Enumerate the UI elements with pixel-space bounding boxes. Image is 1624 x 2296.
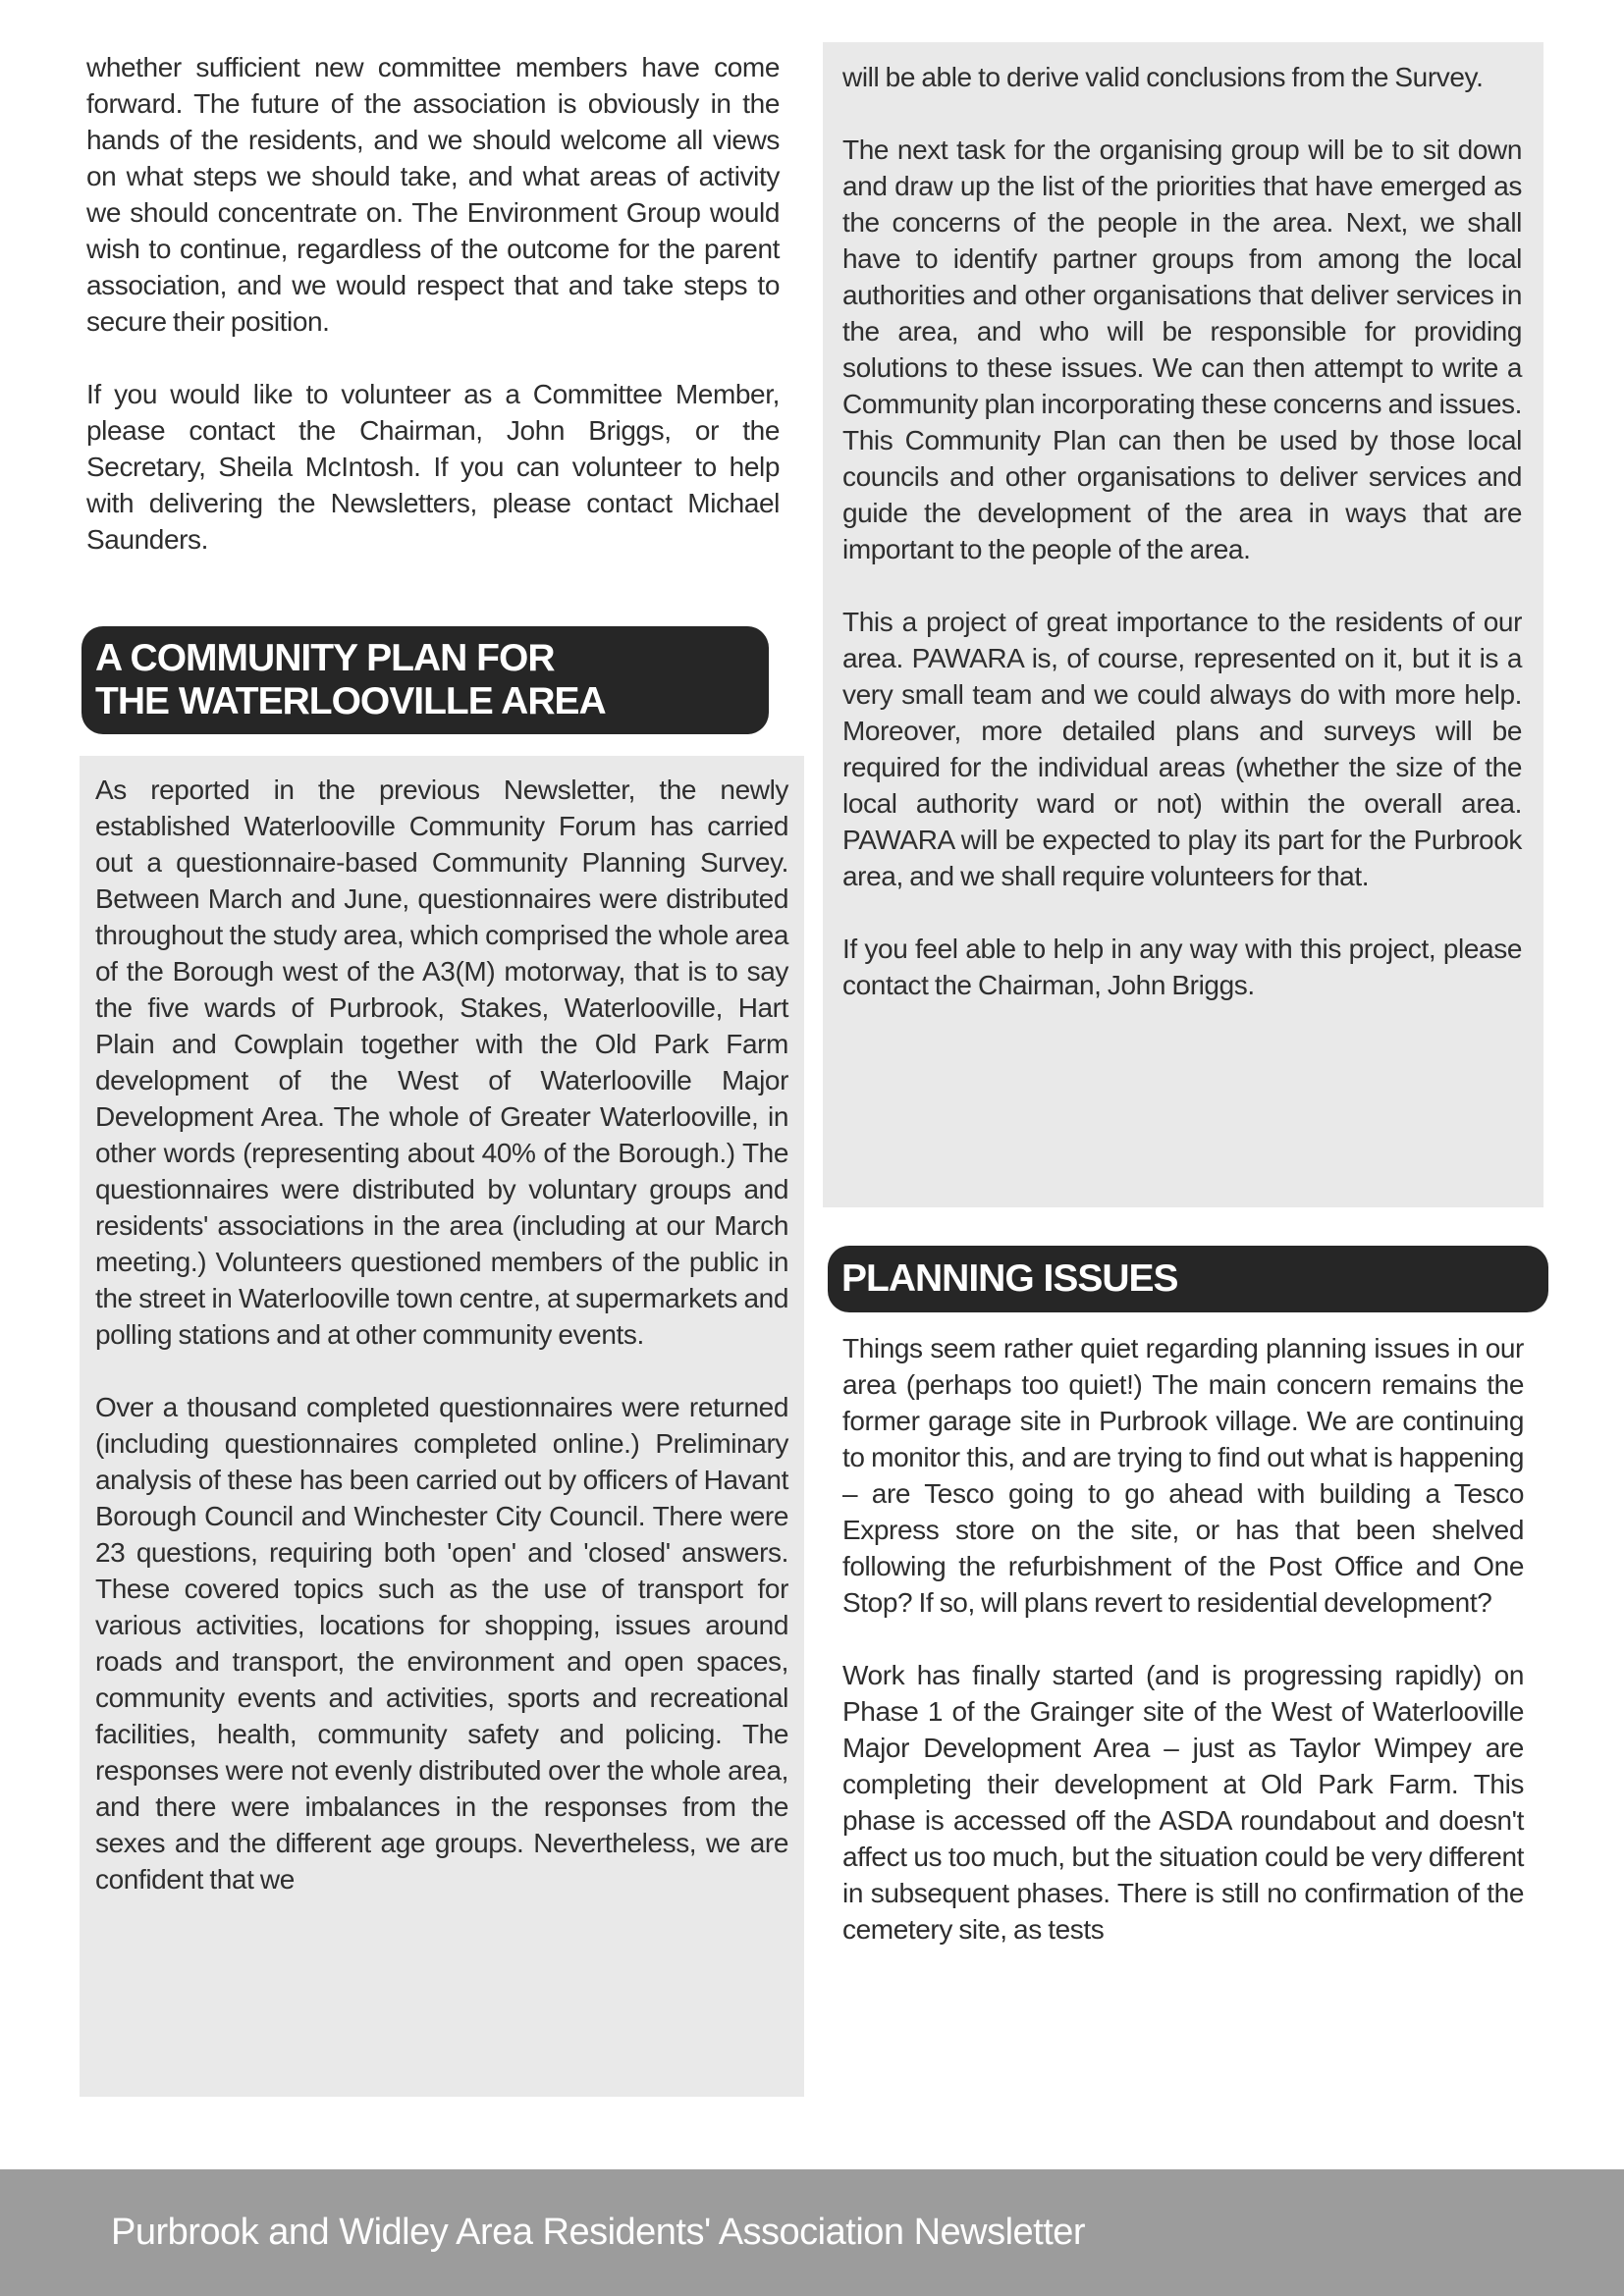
- section-heading-line: PLANNING ISSUES: [841, 1257, 1178, 1300]
- paragraph: whether sufficient new committee members have come forward. The future of the association is obviously in the hands of the residents, and we should welcome all views on what steps we should take, and what areas of activity we should concentrate on. The Environment Group would wish to continue, regardless of the outcome for the parent association, and we would respect that and take steps to secure their position.: [86, 52, 780, 337]
- section-heading-planning-issues: [828, 1246, 1548, 1312]
- article-text: [80, 756, 804, 1915]
- planning-issues-body: [842, 1330, 1524, 1948]
- paragraph: If you feel able to help in any way with this project, please contact the Chairman, John Briggs.: [842, 934, 1522, 1000]
- paragraph: Work has finally started (and is progressing rapidly) on Phase 1 of the Grainger site of the West of Waterlooville Major Development Area – just as Taylor Wimpey are completing their development at Old Park Farm. This phase is accessed off the ASDA roundabout and doesn't affect us too much, but the situation could be very different in subsequent phases. There is still no confirmation of the cemetery site, as tests: [842, 1660, 1524, 1945]
- section-heading-community-plan: [81, 626, 769, 734]
- community-plan-article-block: [80, 756, 804, 2097]
- paragraph: The next task for the organising group will be to sit down and draw up the list of the priorities that have emerged as the concerns of the people in the area. Next, we shall have to identify partner groups from among the local authorities and other organisations that deliver services in the area, and who will be responsible for providing solutions to these issues. We can then attempt to write a Community plan incorporating these concerns and issues. This Community Plan can then be used by those local councils and other organisations to deliver services and guide the development of the area in ways that are important to the people of the area.: [842, 134, 1522, 564]
- section-heading-line: A COMMUNITY PLAN FOR: [95, 637, 555, 679]
- paragraph: If you would like to volunteer as a Committee Member, please contact the Chairman, John Briggs, or the Secretary, Sheila McIntosh. If you can volunteer to help with delivering the Newsletters, please contact Michael Saunders.: [86, 379, 780, 555]
- survey-article-block: [823, 42, 1543, 1207]
- paragraph: This a project of great importance to the residents of our area. PAWARA is, of course, represented on it, but it is a very small team and we could always do with more help. Moreover, more detailed plans and surveys will be required for the individual areas (whether the size of the local authority ward or not) within the overall area. PAWARA will be expected to play its part for the Purbrook area, and we shall require volunteers for that.: [842, 607, 1522, 891]
- article-text: [823, 42, 1543, 1021]
- section-heading-line: THE WATERLOOVILLE AREA: [95, 680, 606, 722]
- paragraph: Over a thousand completed questionnaires were returned (including questionnaires completed online.) Preliminary analysis of these has been carried out by officers of Havant Borough Council and Winchester City Council. There were 23 questions, requiring both 'open' and 'closed' answers. These covered topics such as the use of transport for various activities, locations for shopping, issues around roads and transport, the environment and open spaces, community events and activities, sports and recreational facilities, health, community safety and policing. The responses were not evenly distributed over the whole area, and there were imbalances in the responses from the sexes and the different age groups. Nevertheless, we are confident that we: [95, 1392, 788, 1895]
- footer-title: Purbrook and Widley Area Residents' Association Newsletter: [111, 2212, 1086, 2253]
- footer-bar: [0, 2169, 1624, 2296]
- left-column-intro: [86, 49, 780, 558]
- paragraph: Things seem rather quiet regarding planning issues in our area (perhaps too quiet!) The main concern remains the former garage site in Purbrook village. We are continuing to monitor this, and are trying to find out what is happening – are Tesco going to go ahead with building a Tesco Express store on the site, or has that been shelved following the refurbishment of the Post Office and One Stop? If so, will plans revert to residential development?: [842, 1333, 1524, 1618]
- paragraph: As reported in the previous Newsletter, the newly established Waterlooville Community Forum has carried out a questionnaire-based Community Planning Survey. Between March and June, questionnaires were distributed throughout the study area, which comprised the whole area of the Borough west of the A3(M) motorway, that is to say the five wards of Purbrook, Stakes, Waterlooville, Hart Plain and Cowplain together with the Old Park Farm development of the West of Waterlooville Major Development Area. The whole of Greater Waterlooville, in other words (representing about 40% of the Borough.) The questionnaires were distributed by voluntary groups and residents' associations in the area (including at our March meeting.) Volunteers questioned members of the public in the street in Waterlooville town centre, at supermarkets and polling stations and at other community events.: [95, 774, 788, 1350]
- paragraph: will be able to derive valid conclusions from the Survey.: [842, 62, 1484, 92]
